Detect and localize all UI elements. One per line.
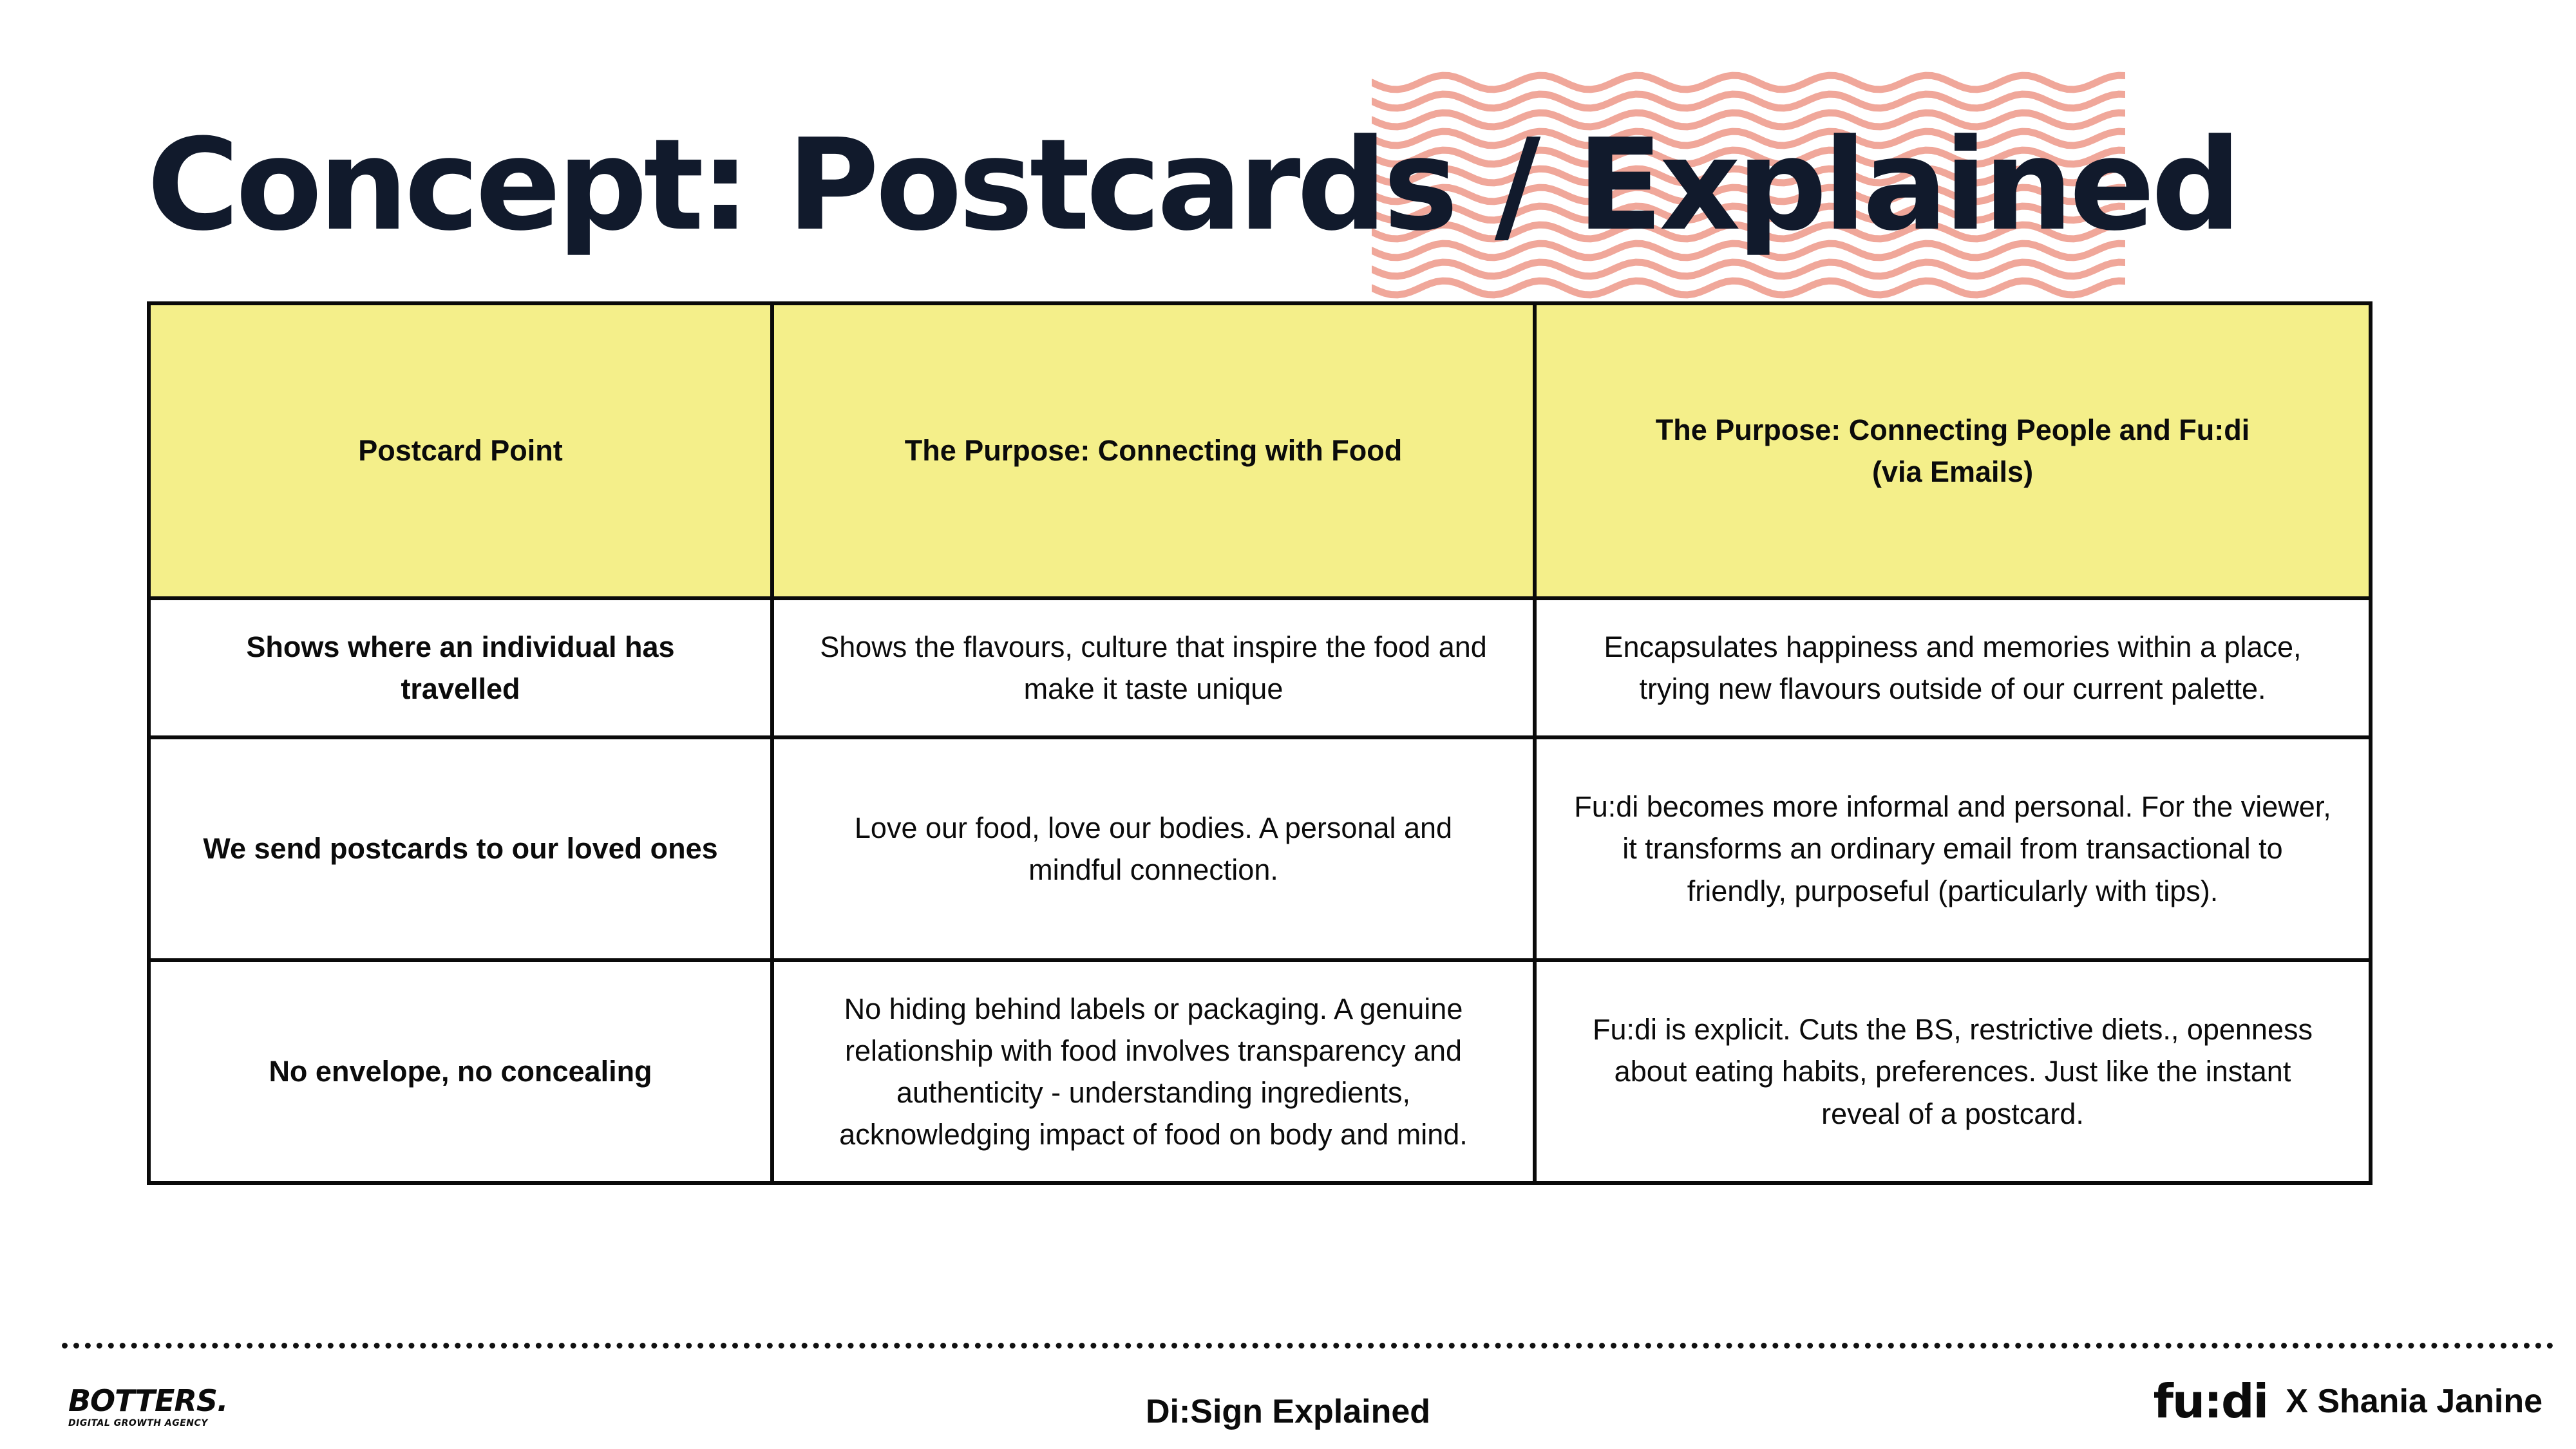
row-people-purpose: Encapsulates happiness and memories within a place, trying new flavours outside of our current palette. (1535, 598, 2371, 737)
table-header-row (149, 303, 2371, 598)
page-title: Concept: Postcards / Explained (147, 112, 2238, 259)
footer-brand-right (2153, 1374, 2543, 1428)
table-row (149, 598, 2371, 737)
header-connecting-with-food: The Purpose: Connecting with Food (772, 303, 1535, 598)
row-people-purpose: Fu:di is explicit. Cuts the BS, restrictive diets., openness about eating habits, preferences. Just like the instant reveal of a postcard. (1535, 960, 2371, 1183)
fudi-logo: fu:di (2153, 1374, 2268, 1428)
row-food-purpose: No hiding behind labels or packaging. A genuine relationship with food involves transparency and authenticity - understanding ingredients, acknowledging impact of food on body and mind. (772, 960, 1535, 1183)
postmark-wave-line (1372, 281, 2125, 295)
postmark-wave-line (1372, 94, 2125, 108)
row-postcard-point: We send postcards to our loved ones (149, 737, 772, 960)
row-food-purpose: Love our food, love our bodies. A personal and mindful connection. (772, 737, 1535, 960)
row-postcard-point: Shows where an individual has travelled (149, 598, 772, 737)
botters-logo-tagline: DIGITAL GROWTH AGENCY (68, 1418, 208, 1428)
footer-section-title: Di:Sign Explained (1145, 1393, 1431, 1430)
collaboration-credit: X Shania Janine (2286, 1383, 2543, 1420)
row-food-purpose: Shows the flavours, culture that inspire the food and make it taste unique (772, 598, 1535, 737)
postmark-wave-line (1372, 75, 2125, 90)
header-connecting-people: The Purpose: Connecting People and Fu:di (via Emails) (1535, 303, 2371, 598)
postmark-wave-line (1372, 262, 2125, 276)
concept-table (147, 301, 2372, 1185)
row-postcard-point: No envelope, no concealing (149, 960, 772, 1183)
row-people-purpose: Fu:di becomes more informal and personal. For the viewer, it transforms an ordinary email from transactional to friendly, purposeful (particularly with tips). (1535, 737, 2371, 960)
header-postcard-point: Postcard Point (149, 303, 772, 598)
botters-logo-name: BOTTERS. (68, 1383, 228, 1418)
table-row (149, 960, 2371, 1183)
table-row (149, 737, 2371, 960)
footer-divider (62, 1343, 2554, 1349)
